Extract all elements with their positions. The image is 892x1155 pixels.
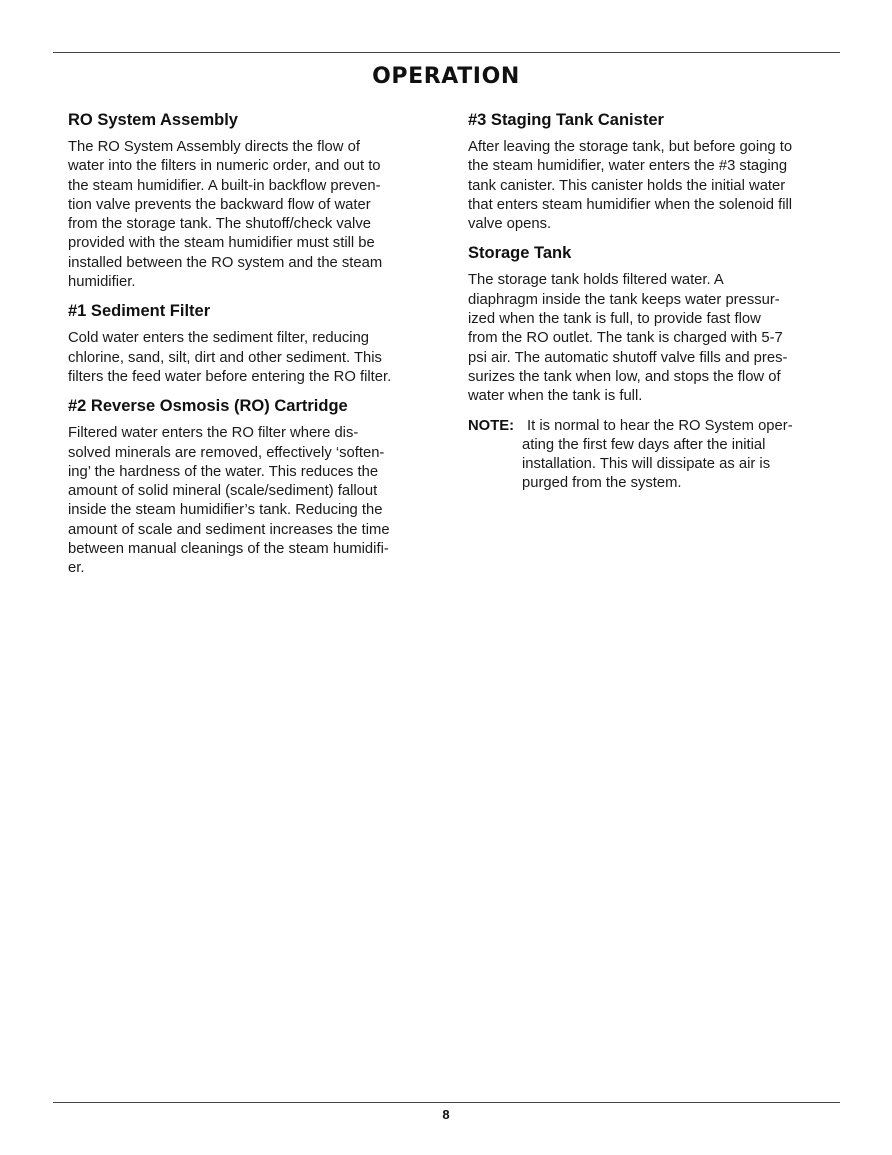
paragraph-line: the steam humidifier, water enters the #3 staging [468,158,788,175]
paragraph-line: The storage tank holds filtered water. A [468,272,724,289]
section-staging-tank-canister [468,109,828,234]
section-heading: RO System Assembly [68,111,238,129]
paragraph-line: water when the tank is full. [468,388,643,405]
paragraph-line: ized when the tank is full, to provide fast flow [468,311,761,328]
paragraph-line: tank canister. This canister holds the initial water [468,177,786,194]
paragraph-line: chlorine, sand, silt, dirt and other sediment. This [68,349,382,366]
page-number: 8 [442,1107,450,1122]
paragraph-line: diaphragm inside the tank keeps water pressur- [468,291,780,308]
paragraph-line: Filtered water enters the RO filter where dis- [68,425,359,442]
paragraph-line: humidifier. [68,274,136,291]
top-divider [53,52,840,53]
paragraph-line: water into the filters in numeric order, and out to [68,158,381,175]
paragraph-line: ing’ the hardness of the water. This reduces the [68,463,379,480]
section-sediment-filter [68,300,428,387]
section-heading: Storage Tank [468,244,572,263]
left-column [68,109,428,587]
note-label: NOTE: [468,417,515,434]
paragraph-line: from the RO outlet. The tank is charged with 5-7 [468,330,783,347]
paragraph-line: filters the feed water before entering the RO filter. [68,368,392,385]
note-line: purged from the system. [522,475,682,492]
bottom-divider [53,1102,840,1103]
paragraph-line: inside the steam humidifier’s tank. Reducing the [68,502,383,519]
note-line: It is normal to hear the RO System oper- [527,417,793,434]
paragraph-line: er. [68,560,85,577]
paragraph-line: installed between the RO system and the steam [68,254,383,271]
section-heading: #3 Staging Tank Canister [468,111,664,129]
section-ro-system-assembly [68,109,428,292]
paragraph-line: psi air. The automatic shutoff valve fills and pres- [468,349,788,366]
paragraph-line: solved minerals are removed, effectively ‘soften- [68,444,385,461]
paragraph-line: between manual cleanings of the steam humidifi- [68,541,389,558]
note-line: installation. This will dissipate as air is [522,456,771,473]
paragraph-line: amount of solid mineral (scale/sediment) fallout [68,483,378,500]
paragraph-line: that enters steam humidifier when the solenoid fill [468,196,793,213]
paragraph-line: valve opens. [468,216,552,233]
section-heading: #2 Reverse Osmosis (RO) Cartridge [68,397,348,416]
section-heading: #1 Sediment Filter [68,302,211,321]
page-title: OPERATION [372,64,520,89]
section-storage-tank [468,242,828,406]
paragraph-line: surizes the tank when low, and stops the flow of [468,368,781,385]
right-column [468,109,828,494]
section-ro-cartridge [68,395,428,578]
note-block [468,417,828,494]
paragraph-line: amount of scale and sediment increases the time [68,521,390,538]
paragraph-line: provided with the steam humidifier must still be [68,235,375,252]
paragraph-line: The RO System Assembly directs the flow of [68,139,360,155]
paragraph-line: Cold water enters the sediment filter, reducing [68,330,370,347]
paragraph-line: tion valve prevents the backward flow of water [68,196,371,213]
note-line: ating the first few days after the initial [522,436,766,453]
paragraph-line: the steam humidifier. A built-in backflow preven- [68,177,381,194]
paragraph-line: from the storage tank. The shutoff/check valve [68,216,371,233]
paragraph-line: After leaving the storage tank, but before going to [468,139,793,155]
